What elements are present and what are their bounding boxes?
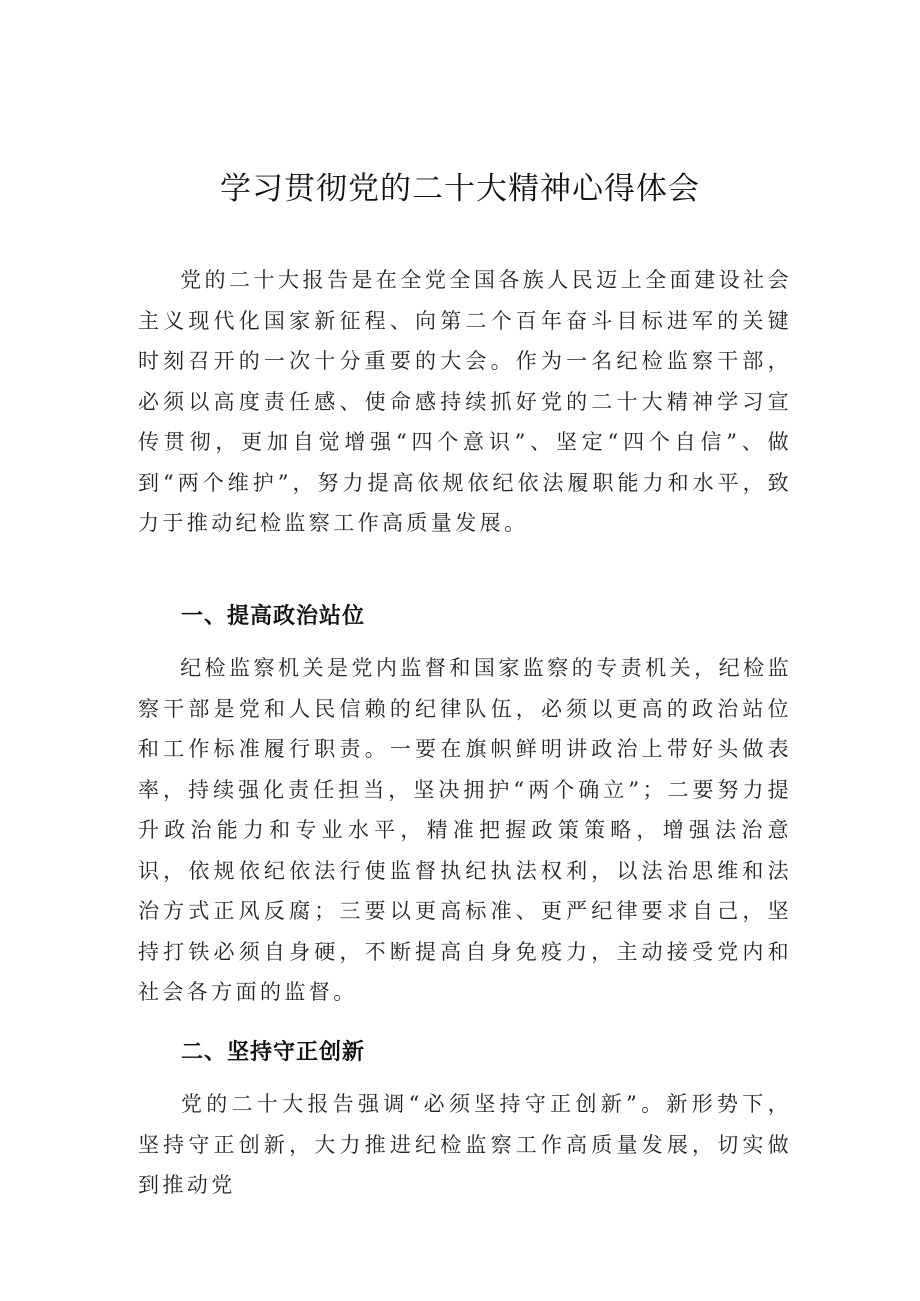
section-paragraph-text: 党的二十大报告强调“必须坚持守正创新”。新形势下，坚持守正创新，大力推进纪检监察工作高质量发展，切实做到推动党 — [138, 1092, 792, 1197]
intro-paragraph-text: 党的二十大报告是在全党全国各族人民迈上全面建设社会主义现代化国家新征程、向第二个百年奋斗目标进军的关键时刻召开的一次十分重要的大会。作为一名纪检监察干部，必须以高度责任感、使命感持续抓好党的二十大精神学习宣传贯彻，更加自觉增强“四个意识”、坚定“四个自信”、做到“两个维护”，努力提高依规依纪依法履职能力和水平，致力于推动纪检监察工作高质量发展。 — [138, 268, 792, 535]
intro-paragraph — [138, 260, 792, 544]
document-title: 学习贯彻党的二十大精神心得体会 — [220, 171, 700, 207]
section-heading: 一、提高政治站位 — [181, 604, 366, 629]
section-paragraph — [138, 1084, 792, 1206]
section-heading: 二、坚持守正创新 — [181, 1040, 366, 1065]
section-paragraph — [138, 648, 792, 1013]
section-paragraph-text: 纪检监察机关是党内监督和国家监察的专责机关，纪检监察干部是党和人民信赖的纪律队伍，必须以更高的政治站位和工作标准履行职责。一要在旗帜鲜明讲政治上带好头做表率，持续强化责任担当，坚决拥护“两个确立”；二要努力提升政治能力和专业水平，精准把握政策策略，增强法治意识，依规依纪依法行使监督执纪执法权利，以法治思维和法治方式正风反腐；三要以更高标准、更严纪律要求自己，坚持打铁必须自身硬，不断提高自身免疫力，主动接受党内和社会各方面的监督。 — [138, 656, 792, 1004]
